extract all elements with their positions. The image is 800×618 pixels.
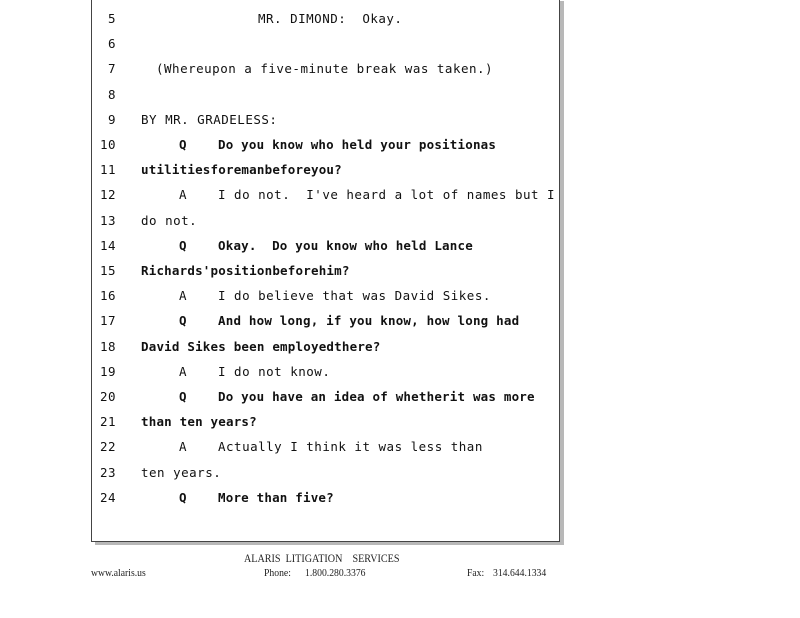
- line-number: 11: [99, 162, 116, 178]
- transcript-line: [92, 36, 552, 54]
- question-text: And how long, if you know, how long had: [218, 313, 520, 329]
- transcript-page: [91, 0, 560, 542]
- transcript-line: [92, 213, 552, 231]
- answer-text: I do not know.: [218, 363, 331, 379]
- transcript-line: [92, 187, 556, 205]
- transcript-line: [92, 112, 552, 130]
- transcript-line: [92, 162, 552, 180]
- company-name: ALARIS LITIGATION SERVICES: [244, 553, 400, 565]
- transcript-text: do not.: [141, 212, 198, 228]
- transcript-line: [92, 238, 552, 256]
- transcript-line: [92, 61, 552, 79]
- answer-text: I do believe that was David Sikes.: [218, 288, 491, 304]
- speaker-label: A: [179, 439, 188, 455]
- transcript-line: [92, 288, 552, 306]
- line-number: 12: [99, 187, 116, 203]
- line-number: 18: [99, 338, 116, 354]
- speaker-label: Q: [179, 313, 187, 329]
- speaker-label: Q: [179, 137, 187, 152]
- line-number: 21: [99, 414, 116, 430]
- line-number: 17: [99, 313, 116, 329]
- transcript-text: David Sikes been employedthere?: [141, 338, 381, 354]
- transcript-line: [92, 263, 552, 281]
- line-number: 9: [107, 111, 116, 127]
- phone-label: Phone:: [264, 567, 291, 579]
- phone-number: 1.800.280.3376: [305, 567, 366, 579]
- line-number: 8: [107, 86, 116, 102]
- line-number: 20: [99, 389, 116, 404]
- question-text: More than five?: [218, 489, 334, 505]
- question-text: Okay. Do you know who held Lance: [218, 237, 473, 253]
- transcript-text: MR. DIMOND: Okay.: [258, 11, 403, 26]
- transcript-line: [92, 11, 552, 29]
- question-text: Do you have an idea of whetherit was more: [218, 389, 535, 404]
- transcript-line: [92, 364, 552, 382]
- line-number: 24: [99, 489, 116, 505]
- transcript-line: [92, 313, 552, 331]
- speaker-label: A: [179, 187, 188, 203]
- transcript-text: ten years.: [141, 464, 222, 480]
- transcript-line: [92, 87, 552, 105]
- transcript-text: BY MR. GRADELESS:: [141, 111, 278, 127]
- answer-text: I do not. I've heard a lot of names but I: [218, 187, 556, 203]
- line-number: 5: [107, 11, 116, 26]
- speaker-label: Q: [179, 389, 187, 404]
- fax-number: 314.644.1334: [493, 567, 547, 579]
- fax-label: Fax:: [467, 567, 485, 579]
- transcript-line: [92, 490, 552, 508]
- line-number: 15: [99, 263, 116, 278]
- speaker-label: A: [179, 363, 188, 379]
- line-number: 7: [107, 61, 116, 77]
- transcript-line: [92, 389, 552, 407]
- answer-text: Actually I think it was less than: [218, 439, 483, 455]
- speaker-label: Q: [179, 237, 187, 253]
- line-number: 14: [99, 237, 116, 253]
- transcript-text: utilitiesforemanbeforeyou?: [141, 162, 342, 178]
- transcript-text: than ten years?: [141, 414, 257, 430]
- line-number: 19: [99, 363, 116, 379]
- speaker-label: A: [179, 288, 188, 304]
- speaker-label: Q: [179, 489, 187, 505]
- line-number: 22: [99, 439, 116, 455]
- line-number: 10: [99, 137, 116, 152]
- transcript-line: [92, 137, 552, 155]
- line-number: 13: [99, 212, 116, 228]
- transcript-text: Richards'positionbeforehim?: [141, 263, 350, 278]
- line-number: 6: [107, 36, 116, 52]
- website-link[interactable]: www.alaris.us: [91, 567, 146, 579]
- question-text: Do you know who held your positionas: [218, 137, 497, 152]
- transcript-line: [92, 414, 552, 432]
- line-number: 16: [99, 288, 116, 304]
- transcript-line: [92, 439, 552, 457]
- line-number: 23: [99, 464, 116, 480]
- transcript-text: (Whereupon a five-minute break was taken.): [156, 61, 494, 77]
- transcript-line: [92, 339, 552, 357]
- transcript-line: [92, 465, 552, 483]
